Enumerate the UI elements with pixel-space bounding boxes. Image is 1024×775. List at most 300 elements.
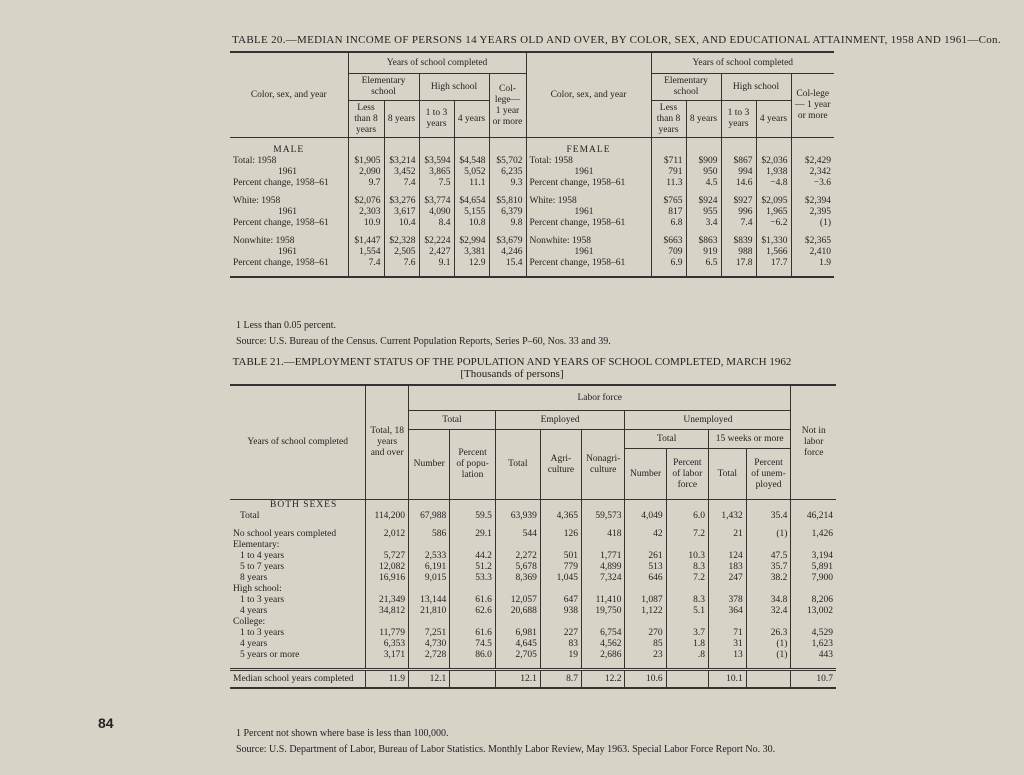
t20-row-label: Nonwhite: 1958	[233, 236, 295, 246]
t21-number-header: Number	[409, 430, 450, 500]
t20-cell: 3,381	[454, 247, 489, 258]
t20-8years: 8 years	[384, 101, 419, 138]
t20-cell: 14.6	[721, 178, 756, 189]
t20-row-label: Percent change, 1958–61	[526, 218, 651, 229]
t20-source: Source: U.S. Bureau of the Census. Current Population Reports, Series P–60, Nos. 33 and 39.	[236, 336, 611, 347]
t21-row-label: Elementary:	[233, 540, 280, 550]
table20	[230, 51, 834, 278]
t21-median-cell	[450, 670, 496, 689]
table20-body	[230, 138, 834, 278]
t20-cell: 2,342	[791, 167, 834, 178]
t20-cell: $1,330	[756, 236, 791, 247]
t21-nonagri-header: Nonagri-culture	[581, 430, 624, 500]
t21-row-label: 8 years	[240, 573, 268, 583]
t20-cell: $2,095	[756, 196, 791, 207]
t20-cell: 1,554	[348, 247, 384, 258]
t21-cell: .8	[666, 650, 708, 661]
t21-median-cell	[746, 670, 791, 689]
t21-cell: 29.1	[450, 529, 496, 540]
t21-cell: 13	[708, 650, 746, 661]
t21-cell: 4,562	[581, 639, 624, 650]
t21-row-label: 5 years or more	[240, 650, 300, 660]
t21-cell	[666, 540, 708, 551]
t21-row-label: 1 to 4 years	[240, 551, 285, 561]
t21-agri-header: Agri-culture	[540, 430, 581, 500]
t21-cell: 13,144	[409, 595, 450, 606]
t20-cell: 2,427	[419, 247, 454, 258]
t20-1to3: 1 to 3 years	[419, 101, 454, 138]
t21-cell	[450, 584, 496, 595]
t21-cell: 44.2	[450, 551, 496, 562]
t20-elementary-header-r: Elementary school	[651, 74, 721, 101]
t20-cell: 7.5	[419, 178, 454, 189]
t20-cell: 3,617	[384, 207, 419, 218]
t21-cell: 227	[540, 628, 581, 639]
t21-cell: 1,122	[625, 606, 666, 617]
t21-cell: 8,369	[495, 573, 540, 584]
t21-cell: 6,981	[495, 628, 540, 639]
t20-cell: 6.5	[686, 258, 721, 269]
t20-cell: 2,303	[348, 207, 384, 218]
t20-cell: 791	[651, 167, 686, 178]
t20-cell: 1,965	[756, 207, 791, 218]
t20-cell: 919	[686, 247, 721, 258]
t21-median-label: Median school years completed	[233, 673, 354, 684]
t21-cell: 443	[791, 650, 836, 661]
t21-row	[230, 617, 836, 628]
t20-cell: $1,447	[348, 236, 384, 247]
t21-row	[230, 529, 836, 540]
t21-median-cell	[666, 670, 708, 689]
t20-row	[230, 236, 834, 247]
t21-cell: 16,916	[366, 573, 409, 584]
t21-section-label: BOTH SEXES	[270, 500, 338, 510]
t21-cell: 35.7	[746, 562, 791, 573]
t20-cell: 950	[686, 167, 721, 178]
t21-cell: 1,771	[581, 551, 624, 562]
t20-cell: $2,429	[791, 156, 834, 167]
t21-cell: 9,015	[409, 573, 450, 584]
t20-cell: $2,076	[348, 196, 384, 207]
t21-cell	[746, 540, 791, 551]
page-number: 84	[98, 715, 114, 731]
t20-cell: $924	[686, 196, 721, 207]
t21-cell: 21	[708, 529, 746, 540]
t21-cell	[366, 617, 409, 628]
t21-cell: 8.3	[666, 562, 708, 573]
t21-cell: 71	[708, 628, 746, 639]
t21-cell: 513	[625, 562, 666, 573]
t20-cell: 3,865	[419, 167, 454, 178]
t21-row	[230, 562, 836, 573]
t21-cell: 13,002	[791, 606, 836, 617]
t20-row-label: 1961	[278, 207, 297, 217]
t20-cell: 10.9	[348, 218, 384, 229]
t21-cell: 3.7	[666, 628, 708, 639]
t21-cell: 31	[708, 639, 746, 650]
t21-cell: 261	[625, 551, 666, 562]
t21-cell: 2,705	[495, 650, 540, 661]
t20-row-label: Percent change, 1958–61	[233, 178, 329, 188]
t21-cell: 11,779	[366, 628, 409, 639]
t20-elementary-header: Elementary school	[348, 74, 419, 101]
table21-body	[230, 500, 836, 689]
t21-cell: 8.3	[666, 595, 708, 606]
t21-cell: 2,012	[366, 529, 409, 540]
t20-cell: 996	[721, 207, 756, 218]
t20-cell: 955	[686, 207, 721, 218]
t21-cell	[708, 617, 746, 628]
table20-title: TABLE 20.—MEDIAN INCOME OF PERSONS 14 YEARS OLD AND OVER, BY COLOR, SEX, AND EDUCATIONAL ATTAINMENT, 1958 AND 1961—Con.	[232, 34, 1001, 46]
t21-cell: 2,533	[409, 551, 450, 562]
t21-cell: 247	[708, 573, 746, 584]
t20-row-label: Percent change, 1958–61	[526, 178, 651, 189]
t21-cell	[450, 617, 496, 628]
t20-cell: 994	[721, 167, 756, 178]
t21-cell: 46,214	[791, 511, 836, 522]
t20-row	[230, 196, 834, 207]
t21-source: Source: U.S. Department of Labor, Bureau of Labor Statistics. Monthly Labor Review, May 1963. Special Labor Force Report No. 30.	[236, 744, 776, 755]
t21-cell	[366, 584, 409, 595]
t21-cell	[708, 584, 746, 595]
t20-row-label: Total: 1958	[233, 156, 277, 166]
t21-cell: 2,728	[409, 650, 450, 661]
t20-cell: $2,224	[419, 236, 454, 247]
t21-cell: 74.5	[450, 639, 496, 650]
t21-cell	[625, 540, 666, 551]
t20-cell: 7.4	[721, 218, 756, 229]
t21-cell: 6.0	[666, 511, 708, 522]
t21-cell	[581, 540, 624, 551]
t20-cell: $2,365	[791, 236, 834, 247]
t21-emptotal-header: Total	[495, 430, 540, 500]
t21-cell: 270	[625, 628, 666, 639]
t20-row-label: 1961	[526, 167, 651, 178]
t21-cell: 2,272	[495, 551, 540, 562]
t21-row-label: 4 years	[240, 606, 268, 616]
t20-cell: $3,679	[489, 236, 526, 247]
t20-row-label: Percent change, 1958–61	[233, 218, 329, 228]
t20-cell: 9.7	[348, 178, 384, 189]
t21-cell: 4,365	[540, 511, 581, 522]
t20-row-label: White: 1958	[526, 196, 651, 207]
t20-cell: $3,214	[384, 156, 419, 167]
t20-row	[230, 167, 834, 178]
t21-cell: 67,988	[409, 511, 450, 522]
t21-cell: 378	[708, 595, 746, 606]
t21-cell: 26.3	[746, 628, 791, 639]
t20-1to3-r: 1 to 3 years	[721, 101, 756, 138]
t20-cell: $927	[721, 196, 756, 207]
t20-cell: 709	[651, 247, 686, 258]
t21-cell: 779	[540, 562, 581, 573]
t20-row-label: White: 1958	[233, 196, 281, 206]
t20-high-header-r: High school	[721, 74, 791, 101]
t20-college-header: Col-lege— 1 year or more	[489, 74, 526, 138]
t20-cell: 2,410	[791, 247, 834, 258]
table21-title: TABLE 21.—EMPLOYMENT STATUS OF THE POPULATION AND YEARS OF SCHOOL COMPLETED, MARCH 1962	[232, 356, 792, 368]
t21-cell	[409, 540, 450, 551]
t20-cell: 11.1	[454, 178, 489, 189]
t21-row-label: 4 years	[240, 639, 268, 649]
t21-cell	[746, 617, 791, 628]
t20-cell: $867	[721, 156, 756, 167]
t21-cell	[791, 540, 836, 551]
t20-row-label: 1961	[278, 247, 297, 257]
t21-cell: 20,688	[495, 606, 540, 617]
t20-cell: $3,594	[419, 156, 454, 167]
t21-row	[230, 606, 836, 617]
t21-cell: 124	[708, 551, 746, 562]
t21-cell: 12,082	[366, 562, 409, 573]
t20-row-label: 1961	[526, 207, 651, 218]
t20-cell: 7.4	[348, 258, 384, 269]
t21-cell: (1)	[746, 639, 791, 650]
t20-years-header-left: Years of school completed	[348, 52, 526, 74]
t21-cell: 364	[708, 606, 746, 617]
t21-cell: 1,045	[540, 573, 581, 584]
t21-cell: 183	[708, 562, 746, 573]
t21-cell	[625, 584, 666, 595]
t21-cell	[791, 617, 836, 628]
t21-cell	[540, 540, 581, 551]
t20-cell: 17.8	[721, 258, 756, 269]
t21-row	[230, 628, 836, 639]
t20-cell: 5,052	[454, 167, 489, 178]
t21-cell: 4,049	[625, 511, 666, 522]
t21-cell: 83	[540, 639, 581, 650]
t21-cell: 53.3	[450, 573, 496, 584]
t21-cell: 4,899	[581, 562, 624, 573]
t21-median-cell: 8.7	[540, 670, 581, 689]
t20-stub-header-left: Color, sex, and year	[250, 89, 327, 100]
t20-cell: 1,566	[756, 247, 791, 258]
t21-cell: 23	[625, 650, 666, 661]
t21-median-cell: 12.2	[581, 670, 624, 689]
t20-row	[230, 156, 834, 167]
t21-cell	[495, 540, 540, 551]
t21-cell	[409, 584, 450, 595]
t21-cell	[746, 584, 791, 595]
t20-less8: Less than 8 years	[348, 101, 384, 138]
table21	[230, 384, 836, 689]
t21-cell: 8,206	[791, 595, 836, 606]
t21-cell: 21,349	[366, 595, 409, 606]
t20-cell: 4,090	[419, 207, 454, 218]
t21-cell: 646	[625, 573, 666, 584]
t21-cell: 21,810	[409, 606, 450, 617]
t21-cell: 34,812	[366, 606, 409, 617]
t21-row-label: Total	[240, 511, 260, 521]
t20-cell: 1.9	[791, 258, 834, 269]
t20-cell: $2,394	[791, 196, 834, 207]
t21-cell: 35.4	[746, 511, 791, 522]
t21-cell: 61.6	[450, 628, 496, 639]
t21-median-cell: 12.1	[495, 670, 540, 689]
t21-cell: 6,754	[581, 628, 624, 639]
t21-cell	[495, 584, 540, 595]
t21-cell: 2,686	[581, 650, 624, 661]
t21-unemptotal-header: Total	[625, 430, 709, 449]
t21-cell: 7,900	[791, 573, 836, 584]
t20-cell: 6,235	[489, 167, 526, 178]
t20-row	[230, 258, 834, 269]
t21-cell: 5.1	[666, 606, 708, 617]
t20-row-label: Percent change, 1958–61	[233, 258, 329, 268]
t20-cell: 6.9	[651, 258, 686, 269]
t20-cell: $1,905	[348, 156, 384, 167]
t20-cell: 3.4	[686, 218, 721, 229]
t21-cell: 34.8	[746, 595, 791, 606]
t21-cell: 51.2	[450, 562, 496, 573]
t20-cell: 1,938	[756, 167, 791, 178]
t20-cell: $5,810	[489, 196, 526, 207]
t21-cell: 4,645	[495, 639, 540, 650]
t20-cell: 8.4	[419, 218, 454, 229]
t21-median-cell: 10.7	[791, 670, 836, 689]
t20-cell: 9.8	[489, 218, 526, 229]
t20-cell: 7.6	[384, 258, 419, 269]
t20-cell: $5,702	[489, 156, 526, 167]
t20-4years: 4 years	[454, 101, 489, 138]
t21-cell: 12,057	[495, 595, 540, 606]
t21-median-row	[230, 670, 836, 689]
t21-median-cell: 10.6	[625, 670, 666, 689]
t20-female-label: FEMALE	[526, 145, 651, 156]
t21-cell: 647	[540, 595, 581, 606]
t21-cell: 1,087	[625, 595, 666, 606]
t21-cell	[366, 540, 409, 551]
t21-row	[230, 639, 836, 650]
t21-wtotal-header: Total	[708, 449, 746, 500]
t21-cell: 938	[540, 606, 581, 617]
t20-cell: 3,452	[384, 167, 419, 178]
t21-pctlf-header: Percent of labor force	[666, 449, 708, 500]
t20-cell: 11.3	[651, 178, 686, 189]
t21-cell	[625, 617, 666, 628]
t21-row	[230, 595, 836, 606]
t20-cell: 4.5	[686, 178, 721, 189]
t20-cell: 10.4	[384, 218, 419, 229]
t21-pctpop-header: Percent of popu-lation	[450, 430, 496, 500]
t20-cell: 2,090	[348, 167, 384, 178]
t21-cell: (1)	[746, 529, 791, 540]
t20-cell: (1)	[791, 218, 834, 229]
t21-cell	[666, 584, 708, 595]
t20-cell: −3.6	[791, 178, 834, 189]
t20-cell: 10.8	[454, 218, 489, 229]
t21-median-cell: 12.1	[409, 670, 450, 689]
t20-years-header-right: Years of school completed	[651, 52, 834, 74]
t20-high-header: High school	[419, 74, 489, 101]
t20-cell: $863	[686, 236, 721, 247]
t20-cell: 7.4	[384, 178, 419, 189]
t21-total-header: Total	[409, 411, 496, 430]
t20-cell: $839	[721, 236, 756, 247]
t21-row-label: High school:	[233, 584, 282, 594]
t21-row-label: 5 to 7 years	[240, 562, 285, 572]
t21-cell: 42	[625, 529, 666, 540]
t21-cell: 59.5	[450, 511, 496, 522]
t20-cell: 5,155	[454, 207, 489, 218]
t20-footnote: 1 Less than 0.05 percent.	[236, 320, 336, 331]
t21-cell	[495, 617, 540, 628]
t21-cell: 5,727	[366, 551, 409, 562]
t20-row-label: 1961	[526, 247, 651, 258]
t21-cell: 7.2	[666, 573, 708, 584]
t20-8years-r: 8 years	[686, 101, 721, 138]
t21-footnote: 1 Percent not shown where base is less than 100,000.	[236, 728, 449, 739]
t20-less8-r: Less than 8 years	[651, 101, 686, 138]
t21-cell: 32.4	[746, 606, 791, 617]
t21-cell: 501	[540, 551, 581, 562]
t20-cell: −4.8	[756, 178, 791, 189]
t21-cell: 3,171	[366, 650, 409, 661]
t21-cell: 7.2	[666, 529, 708, 540]
t20-cell: 4,246	[489, 247, 526, 258]
t20-row-label: Nonwhite: 1958	[526, 236, 651, 247]
t20-cell: 17.7	[756, 258, 791, 269]
t21-cell: 5,678	[495, 562, 540, 573]
t20-cell: 2,395	[791, 207, 834, 218]
t21-cell: 6,353	[366, 639, 409, 650]
t21-row	[230, 511, 836, 522]
t20-row	[230, 247, 834, 258]
t21-median-cell: 11.9	[366, 670, 409, 689]
t21-cell	[708, 540, 746, 551]
t21-cell: 7,251	[409, 628, 450, 639]
t21-cell	[450, 540, 496, 551]
t21-cell: 63,939	[495, 511, 540, 522]
t20-male-label: MALE	[273, 145, 305, 155]
t21-row	[230, 650, 836, 661]
t21-stub-header: Years of school completed	[247, 437, 348, 447]
t20-cell: $3,774	[419, 196, 454, 207]
t21-cell: 61.6	[450, 595, 496, 606]
t20-row-label: Total: 1958	[526, 156, 651, 167]
t21-median-cell: 10.1	[708, 670, 746, 689]
t21-cell: 544	[495, 529, 540, 540]
t20-cell: $765	[651, 196, 686, 207]
t21-row-label: 1 to 3 years	[240, 628, 285, 638]
t21-cell: 1.8	[666, 639, 708, 650]
t20-college-header-r: Col-lege— 1 year or more	[791, 74, 834, 138]
t20-cell: −6.2	[756, 218, 791, 229]
t20-row	[230, 207, 834, 218]
t21-cell: 3,194	[791, 551, 836, 562]
t21-cell	[791, 584, 836, 595]
t20-stub-header-right: Color, sex, and year	[526, 52, 651, 138]
t21-total18-header: Total, 18 years and over	[366, 385, 409, 500]
t21-unemployed-header: Unemployed	[625, 411, 791, 430]
t21-employed-header: Employed	[495, 411, 625, 430]
t21-cell: 1,432	[708, 511, 746, 522]
t21-row	[230, 551, 836, 562]
t20-4years-r: 4 years	[756, 101, 791, 138]
t21-pctunemp-header: Percent of unem-ployed	[746, 449, 791, 500]
t21-cell: 86.0	[450, 650, 496, 661]
t20-cell: $4,548	[454, 156, 489, 167]
t21-row	[230, 584, 836, 595]
t20-cell: 12.9	[454, 258, 489, 269]
t21-cell: 418	[581, 529, 624, 540]
t20-cell: 9.1	[419, 258, 454, 269]
t20-cell: $711	[651, 156, 686, 167]
t20-cell: 6,379	[489, 207, 526, 218]
t21-cell: 4,529	[791, 628, 836, 639]
t21-cell	[540, 617, 581, 628]
t20-cell: $909	[686, 156, 721, 167]
